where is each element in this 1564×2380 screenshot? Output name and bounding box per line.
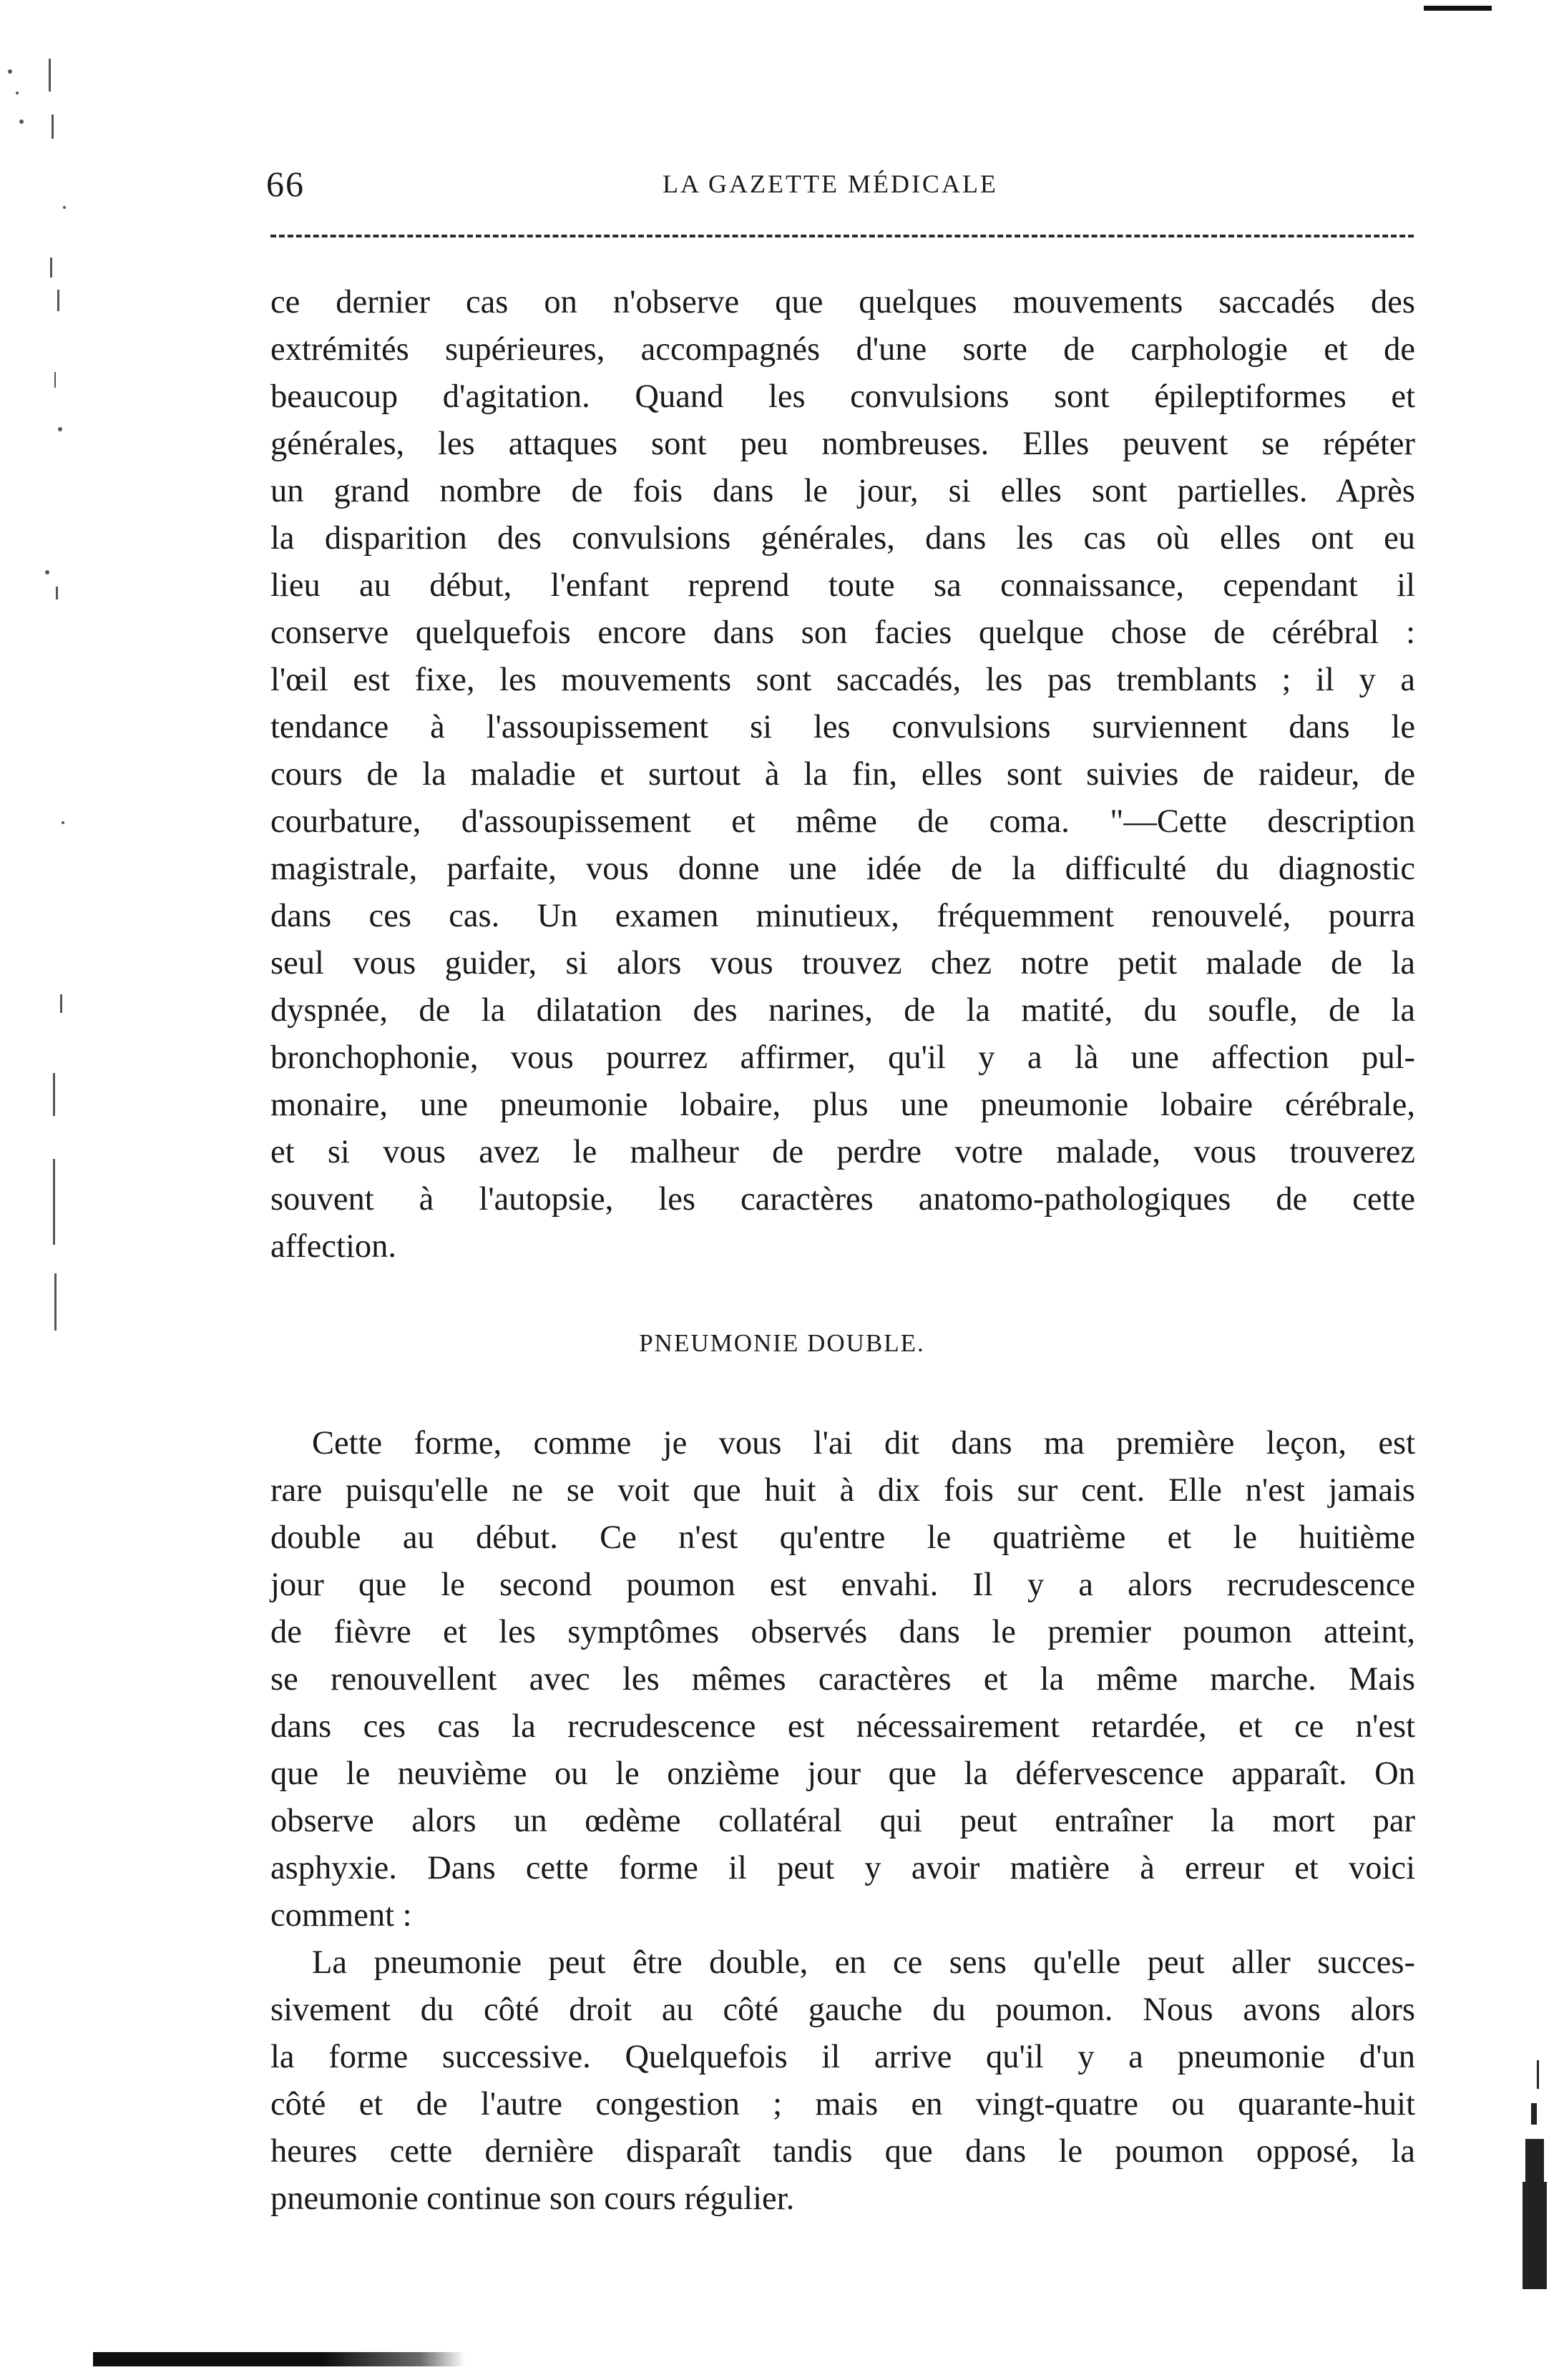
header-rule	[270, 235, 1414, 237]
text-line: comment :	[270, 1897, 412, 1934]
text-line: extrémités supérieures, accompagnés d'une sorte de carphologie et de	[270, 331, 1415, 368]
paragraph-1	[270, 279, 1415, 1270]
text-line: heures cette dernière disparaît tandis que dans le poumon opposé, la	[270, 2133, 1415, 2170]
text-line: double au début. Ce n'est qu'entre le quatrième et le huitième	[270, 1519, 1415, 1556]
edge-scan-stain	[1515, 2060, 1555, 2289]
text-line: un grand nombre de fois dans le jour, si elles sont partielles. Après	[270, 473, 1415, 509]
text-line: beaucoup d'agitation. Quand les convulsions sont épileptiformes et	[270, 378, 1415, 415]
text-line: courbature, d'assoupissement et même de coma. "—Cette description	[270, 803, 1415, 840]
text-line: bronchophonie, vous pourrez affirmer, qu'il y a là une affection pul-	[270, 1039, 1415, 1076]
text-line: et si vous avez le malheur de perdre votre malade, vous trouverez	[270, 1134, 1415, 1170]
paragraph-2	[270, 1420, 1415, 1939]
text-line: dans ces cas la recrudescence est nécessairement retardée, et ce n'est	[270, 1708, 1415, 1745]
text-line: La pneumonie peut être double, en ce sens qu'elle peut aller succes-	[312, 1944, 1415, 1981]
text-line: seul vous guider, si alors vous trouvez chez notre petit malade de la	[270, 945, 1415, 981]
text-line: souvent à l'autopsie, les caractères anatomo-pathologiques de cette	[270, 1181, 1415, 1218]
text-line: la disparition des convulsions générales, dans les cas où elles ont eu	[270, 520, 1415, 557]
text-line: dyspnée, de la dilatation des narines, de la matité, du soufle, de la	[270, 992, 1415, 1029]
section-title: PNEUMONIE DOUBLE.	[639, 1329, 925, 1357]
text-line: dans ces cas. Un examen minutieux, fréquemment renouvelé, pourra	[270, 898, 1415, 934]
text-line: l'œil est fixe, les mouvements sont saccadés, les pas tremblants ; il y a	[270, 662, 1415, 698]
text-line: tendance à l'assoupissement si les convulsions surviennent dans le	[270, 709, 1415, 745]
text-line: sivement du côté droit au côté gauche du poumon. Nous avons alors	[270, 1992, 1415, 2028]
text-line: rare puisqu'elle ne se voit que huit à dix fois sur cent. Elle n'est jamais	[270, 1472, 1415, 1509]
text-line: ce dernier cas on n'observe que quelques mouvements saccadés des	[270, 284, 1415, 320]
text-line: monaire, une pneumonie lobaire, plus une pneumonie lobaire cérébrale,	[270, 1087, 1415, 1123]
text-line: jour que le second poumon est envahi. Il y a alors recrudescence	[270, 1567, 1415, 1603]
text-line: la forme successive. Quelquefois il arrive qu'il y a pneumonie d'un	[270, 2039, 1415, 2075]
margin-scan-specks	[0, 43, 79, 1688]
text-line: lieu au début, l'enfant reprend toute sa connaissance, cependant il	[270, 567, 1415, 604]
paragraph-3	[270, 1939, 1415, 2223]
text-line: conserve quelquefois encore dans son facies quelque chose de cérébral :	[270, 614, 1415, 651]
text-line: côté et de l'autre congestion ; mais en vingt-quatre ou quarante-huit	[270, 2086, 1415, 2122]
text-line: pneumonie continue son cours régulier.	[270, 2180, 795, 2217]
running-head: LA GAZETTE MÉDICALE	[663, 170, 998, 198]
page-number: 66	[266, 164, 305, 204]
text-line: magistrale, parfaite, vous donne une idée de la difficulté du diagnostic	[270, 851, 1415, 887]
text-line: asphyxie. Dans cette forme il peut y avoir matière à erreur et voici	[270, 1850, 1415, 1886]
text-line: générales, les attaques sont peu nombreuses. Elles peuvent se répéter	[270, 426, 1415, 462]
text-line: Cette forme, comme je vous l'ai dit dans ma première leçon, est	[312, 1425, 1415, 1461]
scan-bottom-bar	[93, 2352, 465, 2366]
text-line: se renouvellent avec les mêmes caractères et la même marche. Mais	[270, 1661, 1415, 1698]
scan-edge-mark	[1424, 6, 1492, 11]
text-line: observe alors un œdème collatéral qui peut entraîner la mort par	[270, 1803, 1415, 1839]
text-line: cours de la maladie et surtout à la fin, elles sont suivies de raideur, de	[270, 756, 1415, 793]
text-line: de fièvre et les symptômes observés dans le premier poumon atteint,	[270, 1614, 1415, 1650]
text-line: affection.	[270, 1228, 397, 1265]
text-line: que le neuvième ou le onzième jour que la défervescence apparaît. On	[270, 1755, 1415, 1792]
